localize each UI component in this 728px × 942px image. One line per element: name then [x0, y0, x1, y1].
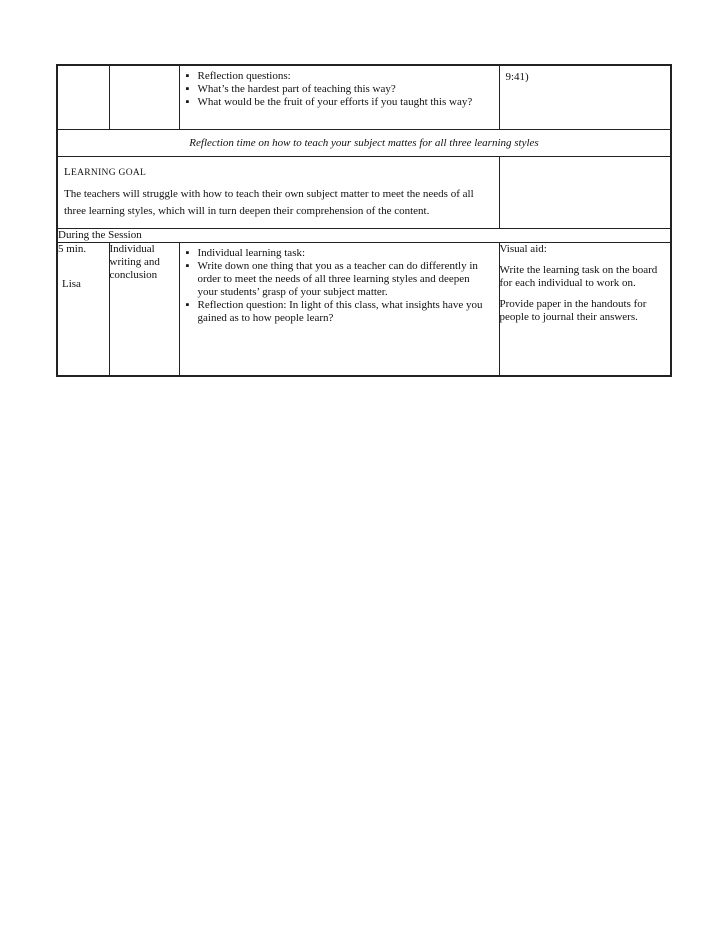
notes-learning-task: Write the learning task on the board for each individual to work on.: [499, 263, 658, 289]
lesson-plan-table: [56, 64, 672, 377]
empty-time-cell: [57, 65, 109, 129]
top-notes-cell: [499, 65, 671, 129]
table-row-session-heading: [57, 228, 671, 242]
notes-visual-aid: Visual aid:: [499, 242, 547, 255]
activity-bullet-list: [180, 243, 499, 327]
learning-goal-text: The teachers will struggle with how to teach their own subject matter to meet the needs of all three learning styles, which will in turn deepen their comprehension of the content.: [64, 187, 474, 217]
learning-goal-heading-initial: L: [64, 165, 72, 178]
presenter-text: Lisa: [62, 277, 81, 290]
reflection-banner-text: Reflection time on how to teach your subject mattes for all three learning styles: [189, 136, 539, 149]
time-cell: [57, 242, 109, 376]
learning-goal-heading-rest: EARNING GOAL: [71, 167, 147, 178]
table-row-activity: [57, 242, 671, 376]
table-row-reflection-banner: [57, 129, 671, 156]
top-bullet-list: [180, 66, 499, 111]
table-row-learning-goal: [57, 156, 671, 228]
list-item: ▪ Write down one thing that you as a teacher can do differently in order to meet the needs of all three learning styles and deepen your students’ grasp of your subject matter.: [186, 260, 493, 299]
notes-paper: Provide paper in the handouts for people to journal their answers.: [499, 297, 647, 323]
list-item: ▪ Reflection question: In light of this class, what insights have you gained as to how people learn?: [186, 299, 493, 325]
session-heading-text: During the Session: [58, 228, 142, 241]
learning-goal-empty-cell: [499, 156, 671, 228]
top-notes-text: 9:41): [505, 71, 529, 83]
activity-notes-cell: [499, 242, 671, 376]
learning-goal-heading: [64, 166, 499, 180]
top-activity-cell: [179, 65, 499, 129]
list-item: ▪ Individual learning task:: [186, 247, 493, 260]
activity-cell: [179, 242, 499, 376]
learning-goal-cell: [57, 156, 499, 228]
method-cell: [109, 242, 179, 376]
method-text: Individual writing and conclusion: [109, 242, 160, 281]
time-text: 5 min.: [58, 242, 87, 255]
session-heading-cell: [57, 228, 671, 242]
table-row-top: [57, 65, 671, 129]
list-item: ▪ Reflection questions:: [186, 70, 493, 83]
empty-method-cell: [109, 65, 179, 129]
reflection-banner-cell: [57, 129, 671, 156]
list-item: ▪ What’s the hardest part of teaching this way?: [186, 83, 493, 96]
list-item: ▪ What would be the fruit of your efforts if you taught this way?: [186, 96, 493, 109]
